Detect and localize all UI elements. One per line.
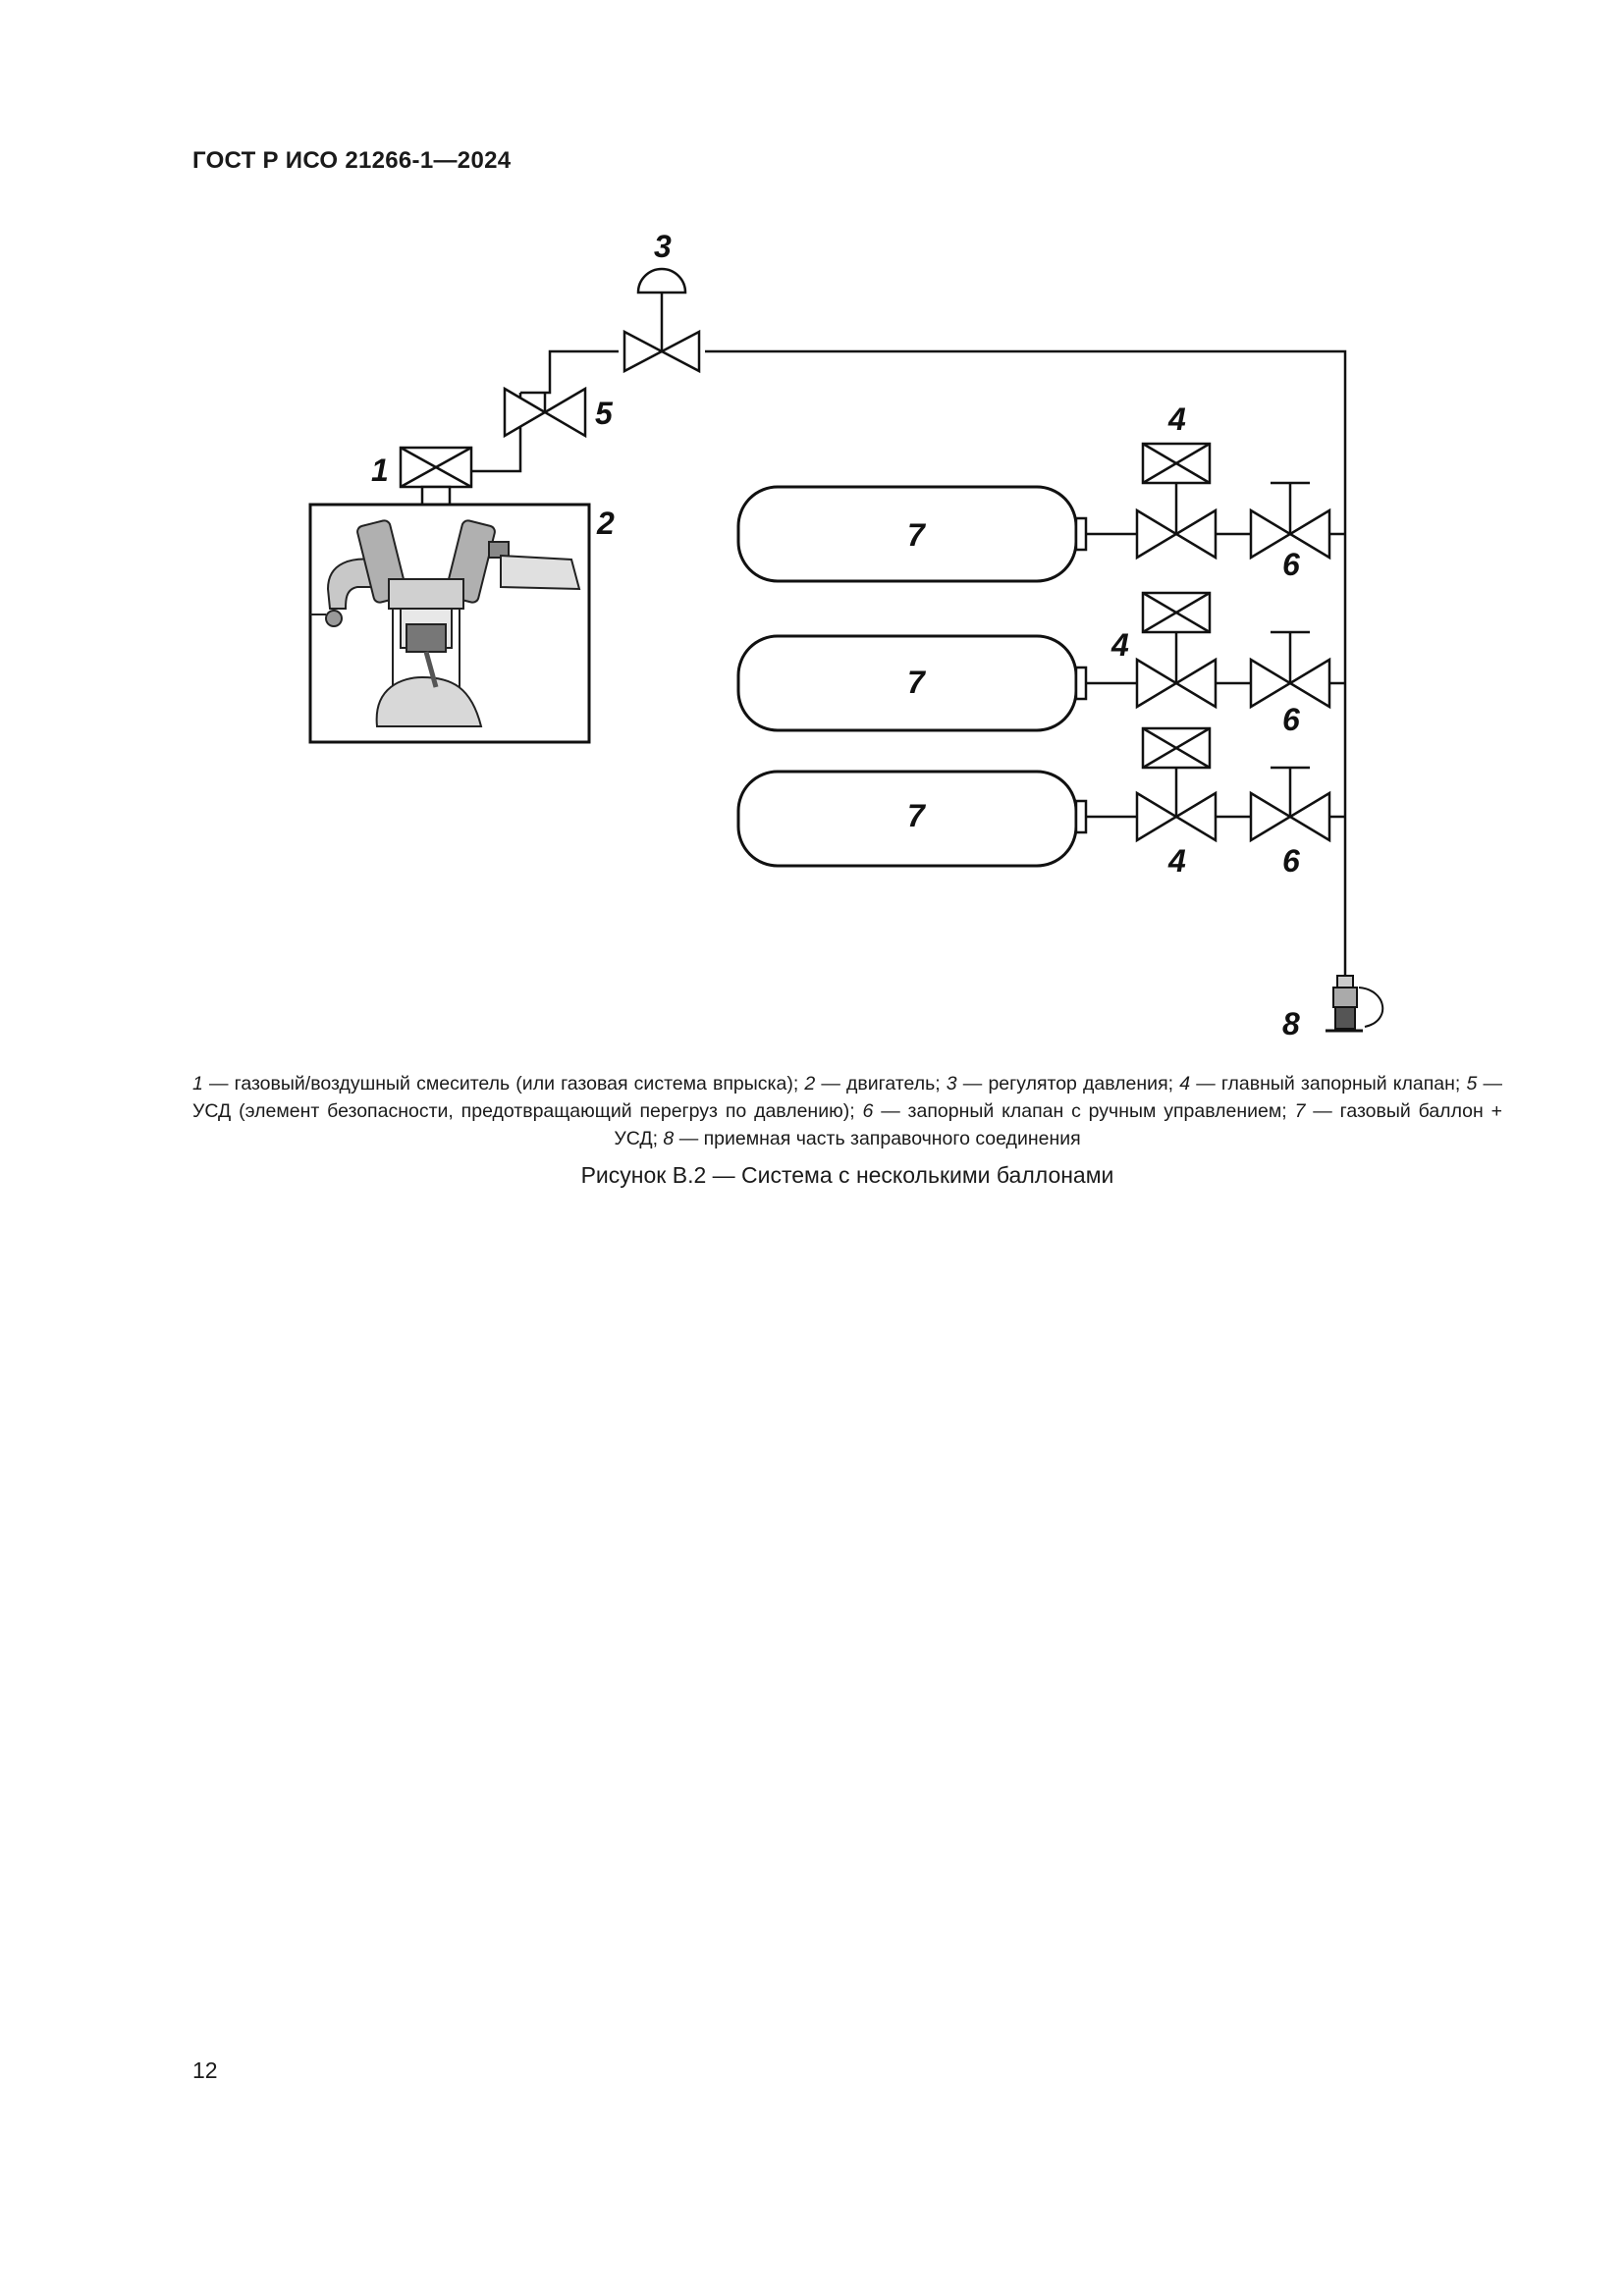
label-manual-valve-1: 6 [1282,547,1300,582]
label-regulator: 3 [654,229,672,264]
cylinder-branch-1 [738,444,1345,581]
legend-item: 6 — запорный клапан с ручным управлением; [862,1100,1295,1122]
label-main-valve-1: 4 [1168,401,1186,437]
legend-item: 1 — газовый/воздушный смеситель (или газовая система впрыска); [192,1073,805,1095]
label-manual-valve-2: 6 [1282,702,1300,737]
figure-legend [192,1070,1502,1152]
legend-item: 5 — УСД (элемент безопасности, предотвращающий перегруз по давлению); [192,1073,1502,1122]
legend-item: 3 — регулятор давления; [946,1073,1180,1095]
label-prd: 5 [595,396,613,431]
label-engine: 2 [597,506,615,541]
label-mixer: 1 [371,453,389,488]
label-main-valve-3: 4 [1168,843,1186,879]
refuelling-receptacle [1326,976,1382,1031]
legend-item: 4 — главный запорный клапан; [1179,1073,1467,1095]
legend-item: 7 — газовый баллон + УСД; [614,1100,1503,1149]
cylinder-branch-3 [738,728,1345,866]
pipe-up [520,351,619,393]
cylinder-branch-2 [738,593,1345,730]
label-receptacle: 8 [1282,1006,1300,1041]
gas-air-mixer [401,448,471,505]
label-cylinder-3: 7 [907,798,925,833]
label-main-valve-2: 4 [1111,627,1129,663]
engine [310,505,589,742]
label-cylinder-1: 7 [907,517,925,553]
page-number: 12 [192,2057,218,2083]
figure-caption: Рисунок В.2 — Система с несколькими баллонами [580,1162,1114,1188]
label-cylinder-2: 7 [907,665,925,700]
system-diagram [0,0,1624,1080]
legend-item: 8 — приемная часть заправочного соединения [663,1128,1081,1149]
label-manual-valve-3: 6 [1282,843,1300,879]
legend-item: 2 — двигатель; [804,1073,947,1095]
document-header: ГОСТ Р ИСО 21266-1—2024 [192,147,512,174]
